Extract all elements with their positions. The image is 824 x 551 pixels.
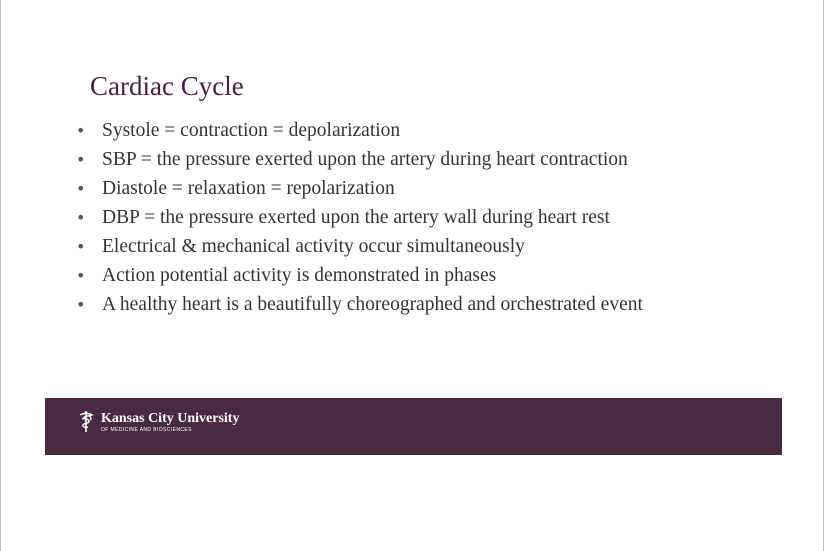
slide-title: Cardiac Cycle	[90, 71, 244, 101]
bullet-text: Action potential activity is demonstrated in phases	[102, 265, 497, 286]
bullet-item	[73, 119, 753, 143]
logo-subtitle: OF MEDICINE AND BIOSCIENCES	[101, 426, 192, 433]
bullet-text: Systole = contraction = depolarization	[102, 120, 401, 141]
bullet-dot-icon: •	[76, 237, 86, 256]
bullet-dot-icon: •	[76, 179, 86, 198]
bullet-item	[73, 206, 753, 230]
bullet-dot-icon: •	[76, 208, 86, 227]
bullet-dot-icon: •	[76, 266, 86, 285]
caduceus-icon	[77, 410, 95, 434]
bullet-dot-icon: •	[76, 295, 86, 314]
bullet-text: SBP = the pressure exerted upon the artery during heart contraction	[102, 149, 628, 170]
logo-name: Kansas City University	[101, 410, 240, 426]
footer-band	[45, 398, 782, 455]
university-logo	[77, 410, 239, 434]
bullet-list	[73, 119, 753, 322]
bullet-item	[73, 177, 753, 201]
bullet-item	[73, 293, 753, 317]
bullet-item	[73, 148, 753, 172]
bullet-text: Electrical & mechanical activity occur simultaneously	[102, 236, 525, 257]
bullet-dot-icon: •	[76, 150, 86, 169]
bullet-text: A healthy heart is a beautifully choreographed and orchestrated event	[102, 294, 643, 315]
logo-text	[101, 412, 239, 433]
bullet-dot-icon: •	[76, 121, 86, 140]
bullet-item	[73, 264, 753, 288]
bullet-item	[73, 235, 753, 259]
bullet-text: DBP = the pressure exerted upon the artery wall during heart rest	[102, 207, 610, 228]
bullet-text: Diastole = relaxation = repolarization	[102, 178, 395, 199]
